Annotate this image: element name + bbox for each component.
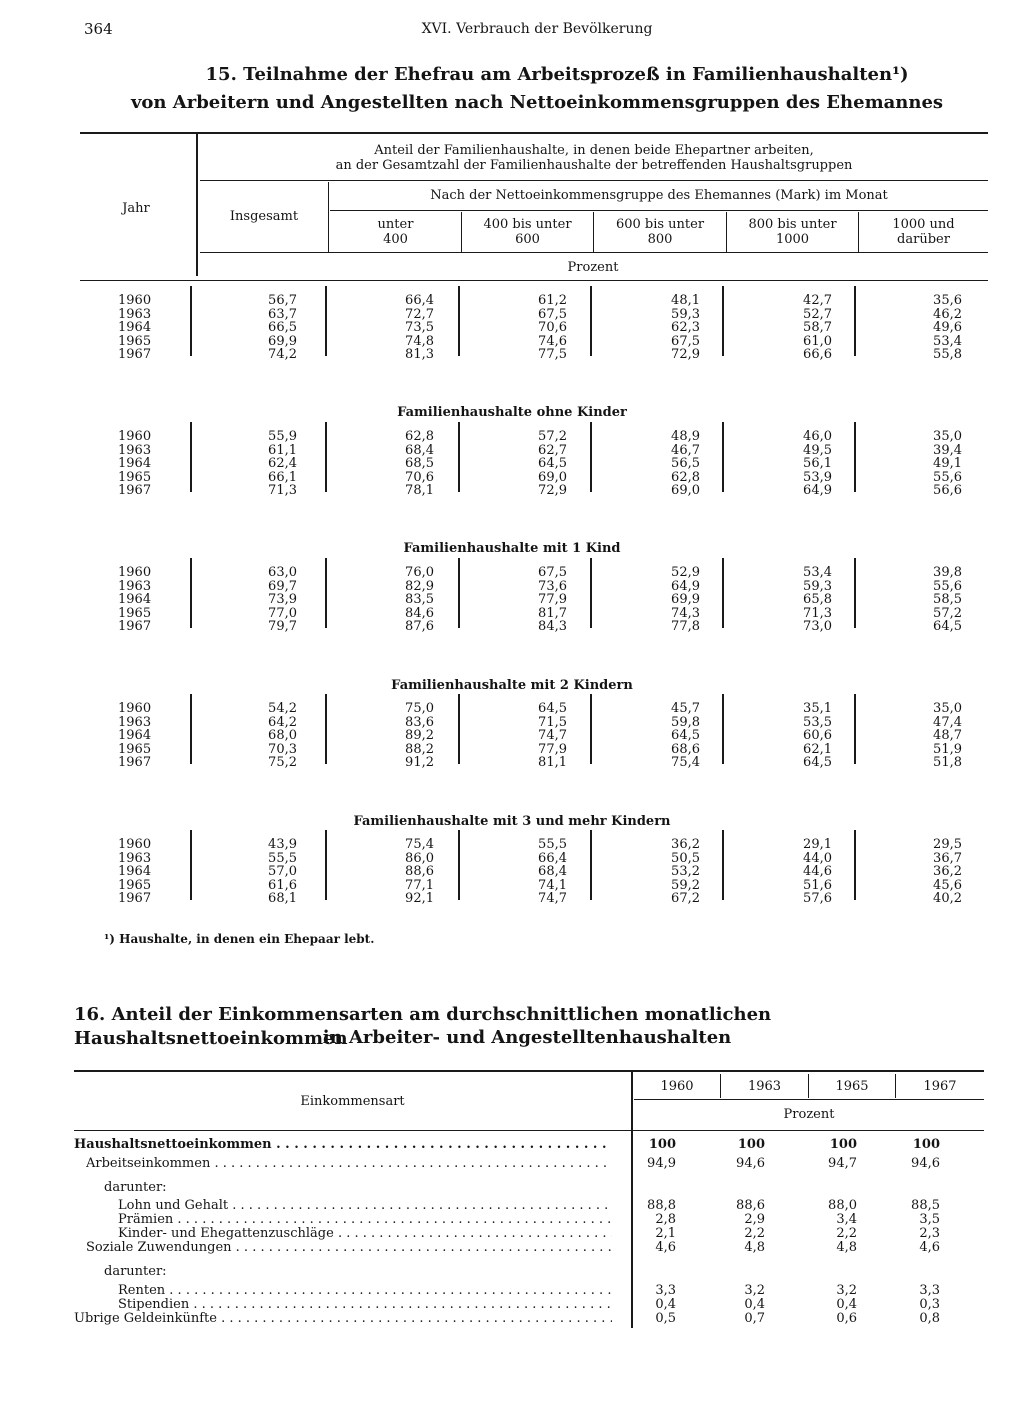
table15-cell: 77,0 (268, 605, 297, 621)
table16-title-line2: in Arbeiter- und Angestelltenhaushalten (322, 1027, 732, 1048)
table15-cell: 53,4 (933, 333, 962, 349)
table15-cell: 77,9 (538, 592, 567, 608)
table15-cell: 65,8 (803, 592, 832, 608)
table16-row-label: Haushaltsnettoeinkommen . . . (74, 1138, 612, 1152)
table16-cell: 3,2 (836, 1283, 857, 1298)
table15-year-label: 1960 (118, 701, 152, 716)
table15-cell: 42,7 (803, 293, 832, 308)
table15-cell: 74,8 (405, 333, 434, 349)
table15-column-rule (190, 286, 192, 356)
table16-cell: 3,4 (836, 1212, 857, 1227)
table16-head-year-4: 1967 (923, 1079, 957, 1094)
table15-cell: 78,1 (405, 483, 434, 499)
table15-column-rule (325, 558, 327, 628)
table15-cell: 45,7 (671, 701, 700, 716)
table15-year-label: 1967 (118, 483, 152, 499)
table15-cell: 61,1 (268, 442, 297, 458)
table15-cell: 66,1 (268, 469, 297, 485)
table15-cell: 68,5 (405, 456, 434, 472)
table15-year-label: 1967 (118, 347, 152, 363)
table16-cell: 4,8 (836, 1240, 857, 1255)
table15-cell: 63,7 (268, 306, 297, 322)
table15-head-groups: Nach der Nettoeinkommensgruppe des Ehemannes (Mark) im Monat (430, 188, 888, 203)
table15-cell: 91,2 (405, 755, 434, 771)
table16-cell: 0,8 (919, 1311, 940, 1326)
table15-head-col-1: unter 400 (377, 217, 414, 247)
table15-year-label: 1965 (118, 741, 152, 757)
table15-title-line2: von Arbeitern und Angestellten nach Nettoeinkommensgruppen des Ehemannes (130, 92, 944, 113)
table15-head-unit: Prozent (567, 260, 619, 275)
table15-cell: 63,0 (268, 565, 297, 580)
table15-cell: 53,5 (803, 714, 832, 730)
table15-cell: 55,5 (268, 850, 297, 866)
table15-cell: 73,5 (405, 320, 434, 336)
table15-year-label: 1965 (118, 877, 152, 893)
table15-cell: 49,5 (803, 442, 832, 458)
table16-cell: 4,6 (919, 1240, 940, 1255)
page-number: 364 (84, 20, 113, 38)
table15-cell: 74,6 (538, 333, 567, 349)
table15-cell: 75,2 (268, 755, 297, 771)
table16-cell: 0,5 (655, 1311, 676, 1326)
table15-year-label: 1965 (118, 605, 152, 621)
table15-cell: 66,6 (803, 347, 832, 363)
table15-cell: 69,0 (671, 483, 700, 499)
table15-year-label: 1964 (118, 456, 152, 472)
table15-cell: 56,7 (268, 293, 297, 308)
table15-cell: 73,9 (268, 592, 297, 608)
table15-column-rule (590, 286, 592, 356)
table15-cell: 64,2 (268, 714, 297, 730)
table16-cell: 94,9 (647, 1156, 676, 1171)
table15-cell: 43,9 (268, 837, 297, 852)
table15-cell: 68,6 (671, 741, 700, 757)
table15-year-label: 1963 (118, 306, 152, 322)
table15-col-sep-1 (328, 182, 329, 252)
table15-column-rule (854, 830, 856, 900)
table15-cell: 79,7 (268, 619, 297, 635)
table15-cell: 73,0 (803, 619, 832, 635)
table16-cell: 88,6 (736, 1198, 765, 1213)
table15-cell: 70,6 (405, 469, 434, 485)
table15-footnote: ¹) Haushalte, in denen ein Ehepaar lebt. (104, 932, 375, 946)
table16-label-separator (631, 1072, 633, 1132)
table15-cell: 44,6 (803, 864, 832, 880)
table15-head-share-line1: Anteil der Familienhaushalte, in denen beide Ehepartner arbeiten, (374, 143, 814, 158)
table15-column-rule (590, 422, 592, 492)
table15-cell: 62,7 (538, 442, 567, 458)
table15-cell: 49,6 (933, 320, 962, 336)
table16-cell: 2,2 (744, 1226, 765, 1241)
table15-cell: 55,5 (538, 837, 567, 852)
table15-cell: 53,2 (671, 864, 700, 880)
table15-cell: 36,2 (671, 837, 700, 852)
table15-header-rule-3 (200, 252, 988, 253)
table15-head-share-line2: an der Gesamtzahl der Familienhaushalte der betreffenden Haushaltsgruppen (335, 158, 853, 173)
table15-cell: 64,5 (803, 755, 832, 771)
table15-year-label: 1965 (118, 469, 152, 485)
table15-cell: 83,5 (405, 592, 434, 608)
table15-cell: 73,6 (538, 578, 567, 594)
table15-column-rule (590, 694, 592, 764)
table16-cell: 4,8 (744, 1240, 765, 1255)
table15-cell: 74,1 (538, 877, 567, 893)
table16-row-label: Lohn und Gehalt . . . (118, 1199, 612, 1213)
table15-cell: 68,4 (538, 864, 567, 880)
table16-cell: 2,9 (744, 1212, 765, 1227)
table15-column-rule (190, 694, 192, 764)
table15-cell: 75,4 (405, 837, 434, 852)
table15-cell: 61,2 (538, 293, 567, 308)
table15-cell: 84,3 (538, 619, 567, 635)
table15-section-title: Familienhaushalte mit 3 und mehr Kindern (353, 814, 671, 829)
table16-cell: 2,1 (655, 1226, 676, 1241)
table16-cell: 88,8 (647, 1198, 676, 1213)
table15-head-total: Insgesamt (229, 209, 299, 224)
table15-column-rule (854, 286, 856, 356)
table16-row-label: darunter: (104, 1265, 167, 1279)
table15-cell: 54,2 (268, 701, 297, 716)
table15-cell: 77,9 (538, 741, 567, 757)
table15-cell: 92,1 (405, 891, 434, 907)
table15-cell: 68,0 (268, 728, 297, 744)
table16-top-rule (74, 1070, 984, 1072)
table15-cell: 89,2 (405, 728, 434, 744)
table15-cell: 68,4 (405, 442, 434, 458)
table15-cell: 62,8 (405, 429, 434, 444)
table15-head-col-5: 1000 und darüber (892, 217, 955, 247)
table15-cell: 82,9 (405, 578, 434, 594)
table16-row-label: Arbeitseinkommen . . . (86, 1157, 612, 1171)
table15-cell: 74,7 (538, 891, 567, 907)
table15-column-rule (190, 558, 192, 628)
table15-cell: 62,3 (671, 320, 700, 336)
table15-cell: 57,2 (933, 605, 962, 621)
table15-cell: 46,0 (803, 429, 832, 444)
table16-head-year-3: 1965 (835, 1079, 869, 1094)
table15-cell: 64,9 (803, 483, 832, 499)
table16-header-rule (634, 1099, 984, 1100)
table15-cell: 29,5 (933, 837, 962, 852)
table15-cell: 67,5 (538, 565, 567, 580)
table15-cell: 74,2 (268, 347, 297, 363)
table15-cell: 58,7 (803, 320, 832, 336)
table15-cell: 35,6 (933, 293, 962, 308)
table16-cell: 0,6 (836, 1311, 857, 1326)
table15-cell: 29,1 (803, 837, 832, 852)
table15-cell: 51,9 (933, 741, 962, 757)
table15-cell: 44,0 (803, 850, 832, 866)
table15-cell: 46,7 (671, 442, 700, 458)
table15-cell: 56,5 (671, 456, 700, 472)
table15-cell: 83,6 (405, 714, 434, 730)
table15-cell: 55,8 (933, 347, 962, 363)
table15-cell: 61,6 (268, 877, 297, 893)
table15-column-rule (590, 558, 592, 628)
table15-cell: 58,5 (933, 592, 962, 608)
table15-cell: 50,5 (671, 850, 700, 866)
table15-column-rule (854, 694, 856, 764)
table16-title-line1: 16. Anteil der Einkommensarten am durchschnittlichen monatlichen Haushaltsnettoeinkommen (74, 1004, 772, 1049)
table16-row-label: Prämien . . . (118, 1213, 612, 1227)
table15-head-col-2: 400 bis unter 600 (483, 217, 572, 247)
table16-cell: 94,6 (911, 1156, 940, 1171)
table16-row-label: Stipendien . . . (118, 1298, 612, 1312)
table16-head-year-2: 1963 (747, 1079, 782, 1094)
table16-cell: 0,4 (655, 1297, 676, 1312)
table15-cell: 39,8 (933, 565, 962, 580)
table15-header-rule-2 (330, 210, 988, 211)
table15-cell: 52,9 (671, 565, 700, 580)
table15-column-rule (854, 558, 856, 628)
table16-head-unit: Prozent (783, 1107, 835, 1122)
table15-cell: 70,6 (538, 320, 567, 336)
table15-cell: 48,1 (671, 293, 700, 308)
table16-cell: 3,3 (655, 1283, 676, 1298)
table15-cell: 55,6 (933, 578, 962, 594)
table16-cell: 100 (912, 1137, 940, 1152)
table15-cell: 57,0 (268, 864, 297, 880)
table15-year-label: 1965 (118, 333, 152, 349)
table15-head-year: Jahr (122, 201, 150, 216)
table15-cell: 69,7 (268, 578, 297, 594)
table16-cell: 88,0 (828, 1198, 857, 1213)
table15-cell: 64,9 (671, 578, 700, 594)
table15-year-label: 1960 (118, 293, 152, 308)
table16-header-bottom-rule (74, 1130, 984, 1131)
table15-cell: 49,1 (933, 456, 962, 472)
table16-cell: 3,5 (919, 1212, 940, 1227)
table15-cell: 62,8 (671, 469, 700, 485)
table16-row-label: Renten . . . (118, 1284, 612, 1298)
table16-head-label: Einkommensart (300, 1094, 405, 1109)
table15-cell: 52,7 (803, 306, 832, 322)
table15-cell: 48,9 (671, 429, 700, 444)
table15-cell: 67,2 (671, 891, 700, 907)
table16-cell: 0,7 (744, 1311, 765, 1326)
table15-cell: 57,2 (538, 429, 567, 444)
table15-cell: 39,4 (933, 442, 962, 458)
table15-section-title: Familienhaushalte mit 1 Kind (403, 541, 621, 556)
table15-cell: 51,8 (933, 755, 962, 771)
table15-column-rule (854, 422, 856, 492)
table15-cell: 71,5 (538, 714, 567, 730)
table15-cell: 72,7 (405, 306, 434, 322)
table15-cell: 77,1 (405, 877, 434, 893)
table15-cell: 56,1 (803, 456, 832, 472)
table16-row-label: Soziale Zuwendungen . . . (86, 1241, 612, 1255)
table16-head-year-1: 1960 (660, 1079, 694, 1094)
table15-column-rule (190, 830, 192, 900)
table15-cell: 70,3 (268, 741, 297, 757)
table15-cell: 35,0 (933, 429, 962, 444)
table15-year-label: 1960 (118, 429, 152, 444)
table15-cell: 77,8 (671, 619, 700, 635)
table15-header-rule-1 (200, 180, 988, 181)
table15-cell: 59,3 (671, 306, 700, 322)
table15-cell: 35,0 (933, 701, 962, 716)
table15-cell: 46,2 (933, 306, 962, 322)
table15-year-label: 1960 (118, 565, 152, 580)
table15-column-rule (722, 558, 724, 628)
table15-cell: 47,4 (933, 714, 962, 730)
table15-cell: 69,9 (671, 592, 700, 608)
table15-year-label: 1963 (118, 578, 152, 594)
table15-cell: 64,5 (671, 728, 700, 744)
table15-cell: 62,1 (803, 741, 832, 757)
table15-column-rule (590, 830, 592, 900)
table15-cell: 81,1 (538, 755, 567, 771)
table16-row-label: Übrige Geldeinkünfte . . . (74, 1312, 612, 1326)
table15-cell: 71,3 (803, 605, 832, 621)
table15-cell: 69,9 (268, 333, 297, 349)
table15-cell: 45,6 (933, 877, 962, 893)
table15-cell: 74,7 (538, 728, 567, 744)
table15-cell: 71,3 (268, 483, 297, 499)
table15-column-rule (458, 422, 460, 492)
table16-cell: 0,4 (744, 1297, 765, 1312)
table15-year-label: 1960 (118, 837, 152, 852)
table15-year-label: 1964 (118, 728, 152, 744)
table15-cell: 59,2 (671, 877, 700, 893)
table15-cell: 48,7 (933, 728, 962, 744)
table15-year-label: 1964 (118, 320, 152, 336)
table15-column-rule (458, 286, 460, 356)
table15-head-col-3: 600 bis unter 800 (615, 217, 705, 247)
table15-cell: 53,9 (803, 469, 832, 485)
table16-cell: 0,3 (919, 1297, 940, 1312)
table16-row-label: darunter: (104, 1181, 167, 1195)
table15-year-label: 1967 (118, 755, 152, 771)
table15-cell: 53,4 (803, 565, 832, 580)
table15-cell: 51,6 (803, 877, 832, 893)
table16-cell: 100 (829, 1137, 857, 1152)
table16-cell: 0,4 (836, 1297, 857, 1312)
table16-cell: 94,6 (736, 1156, 765, 1171)
table15-cell: 36,7 (933, 850, 962, 866)
table15-cell: 72,9 (538, 483, 567, 499)
table15-cell: 66,4 (405, 293, 434, 308)
table15-cell: 88,6 (405, 864, 434, 880)
table15-column-rule (325, 694, 327, 764)
table15-cell: 86,0 (405, 850, 434, 866)
table16-cell: 100 (737, 1137, 765, 1152)
table15-section-title: Familienhaushalte mit 2 Kindern (391, 678, 633, 693)
table16-cell: 100 (648, 1137, 676, 1152)
table15-header-bottom-rule (80, 280, 988, 281)
table15-cell: 77,5 (538, 347, 567, 363)
table15-cell: 59,8 (671, 714, 700, 730)
table15-head-col-4: 800 bis unter 1000 (748, 217, 837, 247)
table15-cell: 68,1 (268, 891, 297, 907)
table15-cell: 56,6 (933, 483, 962, 499)
table15-year-label: 1964 (118, 864, 152, 880)
table15-column-rule (722, 694, 724, 764)
table15-top-rule (80, 132, 988, 134)
table15-cell: 67,5 (671, 333, 700, 349)
table15-cell: 61,0 (803, 333, 832, 349)
table15-column-rule (325, 830, 327, 900)
table15-cell: 74,3 (671, 605, 700, 621)
table15-column-rule (458, 830, 460, 900)
table15-cell: 76,0 (405, 565, 434, 580)
table15-column-rule (190, 422, 192, 492)
table15-year-label: 1963 (118, 850, 152, 866)
table16-cell: 88,5 (911, 1198, 940, 1213)
table15-cell: 67,5 (538, 306, 567, 322)
table15-cell: 60,6 (803, 728, 832, 744)
table15-section-title: Familienhaushalte ohne Kinder (397, 405, 627, 420)
table15-cell: 81,7 (538, 605, 567, 621)
table15-year-label: 1963 (118, 442, 152, 458)
table15-cell: 84,6 (405, 605, 434, 621)
table15-cell: 55,6 (933, 469, 962, 485)
table15-title-line1: 15. Teilnahme der Ehefrau am Arbeitsprozeß in Familienhaushalten¹) (205, 64, 909, 85)
table15-cell: 64,5 (538, 701, 567, 716)
table16-cell: 3,3 (919, 1283, 940, 1298)
table15-column-rule (458, 694, 460, 764)
table15-cell: 35,1 (803, 701, 832, 716)
table15-cell: 64,5 (538, 456, 567, 472)
table15-column-rule (722, 422, 724, 492)
table16-cell: 2,8 (655, 1212, 676, 1227)
table16-cell: 3,2 (744, 1283, 765, 1298)
table15-cell: 64,5 (933, 619, 962, 635)
table15-year-label: 1963 (118, 714, 152, 730)
table16-cell: 4,6 (655, 1240, 676, 1255)
table16-cell: 94,7 (828, 1156, 857, 1171)
table15-cell: 66,5 (268, 320, 297, 336)
table15-year-label: 1967 (118, 619, 152, 635)
table15-cell: 75,4 (671, 755, 700, 771)
table15-column-rule (325, 286, 327, 356)
table16-row-label: Kinder- und Ehegattenzuschläge . . . (118, 1227, 612, 1241)
table15-column-rule (458, 558, 460, 628)
table15-year-label: 1964 (118, 592, 152, 608)
table15-cell: 40,2 (933, 891, 962, 907)
table15-cell: 66,4 (538, 850, 567, 866)
table15-column-rule (722, 286, 724, 356)
table15-cell: 59,3 (803, 578, 832, 594)
table15-year-label: 1967 (118, 891, 152, 907)
table15-cell: 81,3 (405, 347, 434, 363)
running-head: XVI. Verbrauch der Bevölkerung (421, 21, 653, 37)
table15-cell: 36,2 (933, 864, 962, 880)
table15-cell: 87,6 (405, 619, 434, 635)
table16-cell: 2,3 (919, 1226, 940, 1241)
table16-cell: 2,2 (836, 1226, 857, 1241)
table15-year-separator (196, 134, 198, 276)
table15-cell: 75,0 (405, 701, 434, 716)
table15-cell: 62,4 (268, 456, 297, 472)
table15-cell: 55,9 (268, 429, 297, 444)
table15-cell: 72,9 (671, 347, 700, 363)
table15-cell: 88,2 (405, 741, 434, 757)
table15-cell: 69,0 (538, 469, 567, 485)
table15-cell: 57,6 (803, 891, 832, 907)
table15-column-rule (722, 830, 724, 900)
table15-column-rule (325, 422, 327, 492)
